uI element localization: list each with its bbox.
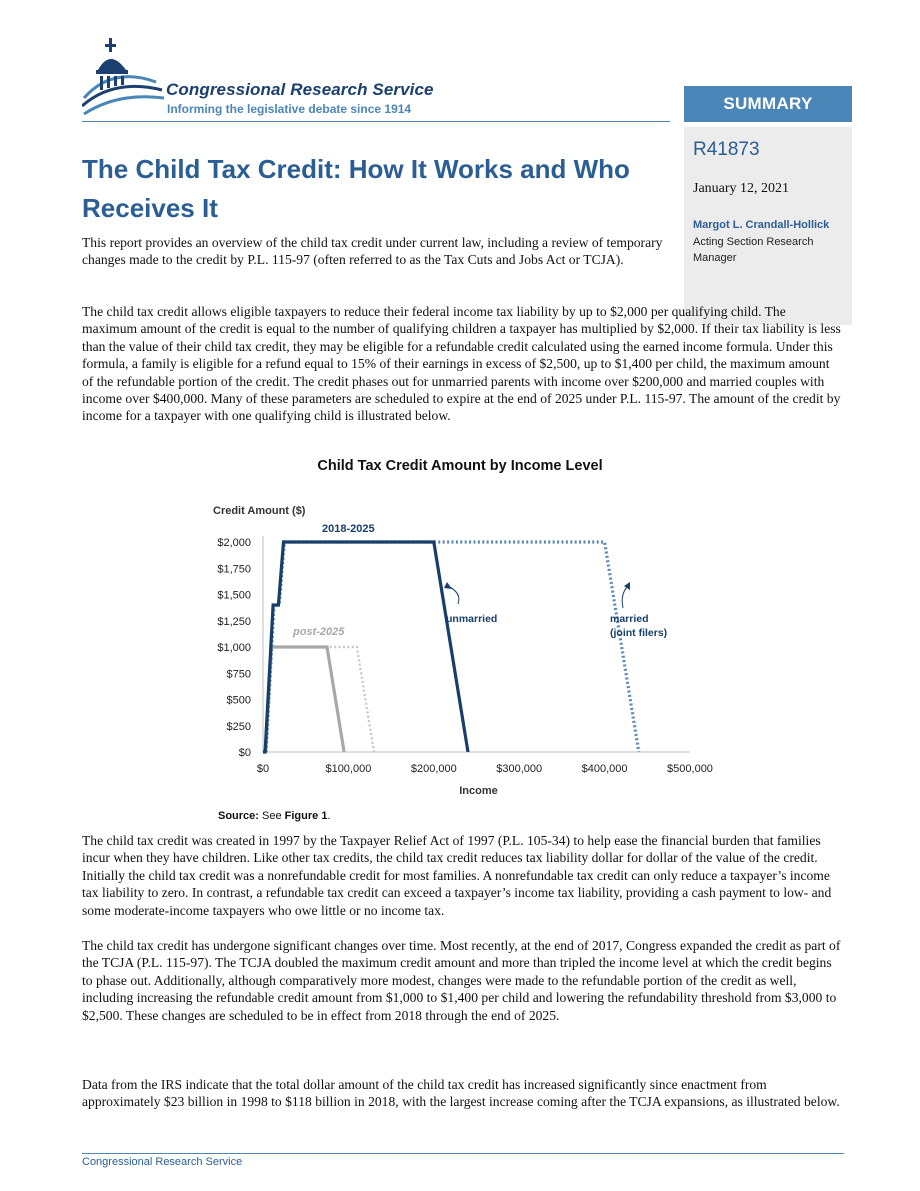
chart-source [218,810,331,822]
figure-reference[interactable]: Figure 1 [284,810,328,822]
chart-title: Child Tax Credit Amount by Income Level [317,458,603,474]
pointer-married [622,586,628,608]
annotation-joint-filers: (joint filers) [610,627,668,639]
paragraph-irs-data: Data from the IRS indicate that the total dollar amount of the child tax credit has increased significantly since enactment from approximately $23 billion in 1998 to $118 billion in 2018, with the largest increase coming after the TCJA expansions, as illustrated below. [82,1077,840,1110]
y-tick-label: $1,750 [217,563,251,576]
y-tick-label: $0 [238,747,251,759]
org-name: Congressional Research Service [166,80,434,99]
annotation-married: married [610,613,649,625]
y-tick-label: $250 [226,720,251,733]
y-tick-label: $1,000 [217,642,251,654]
x-tick-label: $100,000 [325,763,372,775]
x-tick-label: $200,000 [410,763,457,775]
header-divider [82,121,670,122]
author-name: Margot L. Crandall-Hollick [693,219,830,231]
pointer-married-arrowhead [624,582,630,590]
x-tick-label: $500,000 [667,763,713,775]
source-period: . [327,810,331,822]
report-info-box [684,127,852,325]
annotation-unmarried: unmarried [446,613,498,625]
paragraph-intro: This report provides an overview of the child tax credit under current law, including a review of temporary changes made to the credit by P.L. 115-97 (often referred to as the Tax Cuts and Jobs Act or TCJA). [82,235,663,268]
y-tick-label: $500 [226,694,251,707]
report-number: R41873 [693,139,760,160]
y-tick-label: $1,250 [217,615,251,628]
footer-text: Congressional Research Service [82,1156,243,1168]
pointer-unmarried-arrowhead [444,582,452,589]
paragraph-overview: The child tax credit allows eligible taxpayers to reduce their federal income tax liability by up to $2,000 per qualifying child. The maximum amount of the credit is equal to the number of qualifying children a taxpayer has multiplied by $2,000. If their tax liability is less than the value of their child tax credit, they may be eligible for a refundable credit calculated using the earned income formula. Under this formula, a family is eligible for a refund equal to 15% of their earnings in excess of $2,500, up to $1,400 per child, the maximum amount of the refundable portion of the credit. The credit phases out for unmarried parents with income over $200,000 and married couples with income over $400,000. Many of these parameters are scheduled to expire at the end of 2025 under P.L. 115-97. The amount of the credit by income for a taxpayer with one qualifying child is illustrated below. [82,304,841,424]
crs-logo [82,36,482,120]
credit-by-income-chart [200,490,720,810]
series-line-2 [266,647,345,752]
report-date: January 12, 2021 [693,181,790,196]
capitol-dome-icon [82,36,164,120]
paragraph-history: The child tax credit was created in 1997 by the Taxpayer Relief Act of 1997 (P.L. 105-34) to help ease the financial burden that families incur when they have children. Like other tax credits, the child tax credit reduces tax liability dollar for dollar of the value of the credit. Initially the child tax credit was a nonrefundable credit for most families. A nonrefundable tax credit can only reduce a taxpayer’s income tax liability to zero. In contrast, a refundable tax credit can exceed a taxpayer’s income tax liability, providing a cash payment to low- and some moderate-income taxpayers who owe little or no income tax. [82,833,832,918]
footer-divider [82,1153,844,1154]
x-tick-label: $0 [256,763,270,775]
y-tick-label: $1,500 [217,589,251,602]
x-axis-title: Income [459,785,498,797]
annotation-2018-2025: 2018-2025 [322,523,375,535]
y-tick-label: $2,000 [217,537,251,549]
y-axis-title: Credit Amount ($) [213,505,306,517]
source-text: See [258,810,285,822]
x-tick-label: $300,000 [496,763,543,775]
series-line-3 [266,647,374,752]
summary-label: SUMMARY [684,86,852,122]
source-label: Source: [218,810,259,822]
paragraph-changes: The child tax credit has undergone significant changes over time. Most recently, at the end of 2017, Congress expanded the credit as part of the TCJA (P.L. 115-97). The TCJA doubled the maximum credit amount and more than tripled the income level at which the credit begins to phase out. Additionally, although comparatively more modest, changes were made to the refundable portion of the credit as well, including increasing the refundable credit amount from $1,000 to $1,400 per child and lowering the refundability threshold from $3,000 to $2,500. These changes are scheduled to be in effect from 2018 through the end of 2025. [82,938,841,1023]
page-title: The Child Tax Credit: How It Works and Who Receives It [82,154,630,223]
author-title: Acting Section Research Manager [693,236,814,264]
x-tick-label: $400,000 [581,763,628,775]
org-tagline: Informing the legislative debate since 1914 [167,102,412,116]
annotation-post-2025: post-2025 [293,626,345,638]
y-tick-label: $750 [226,668,251,681]
